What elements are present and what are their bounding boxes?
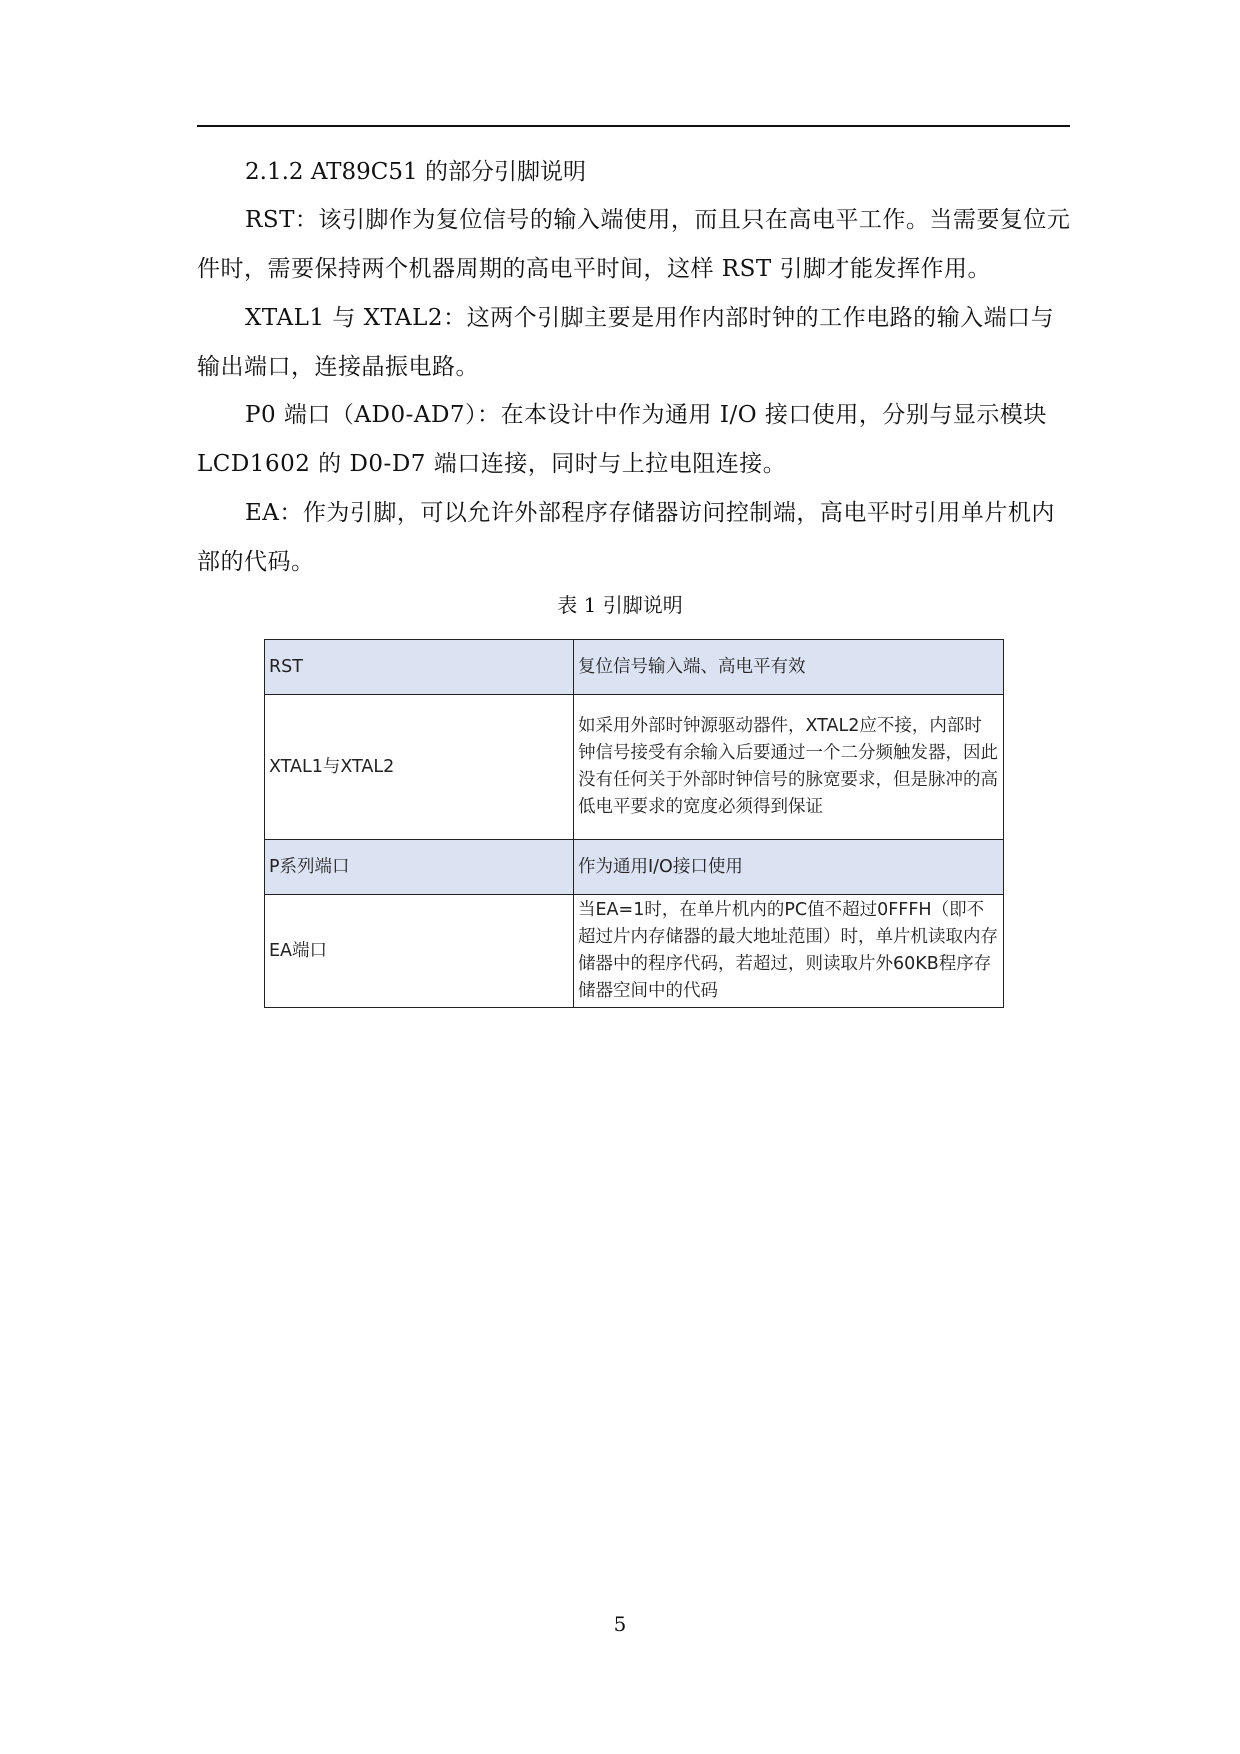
pin-name: XTAL1与XTAL2 — [265, 695, 574, 840]
pin-table — [264, 639, 1004, 1008]
paragraph-p0: P0 端口（AD0-AD7）：在本设计中作为通用 I/O 接口使用，分别与显示模块 LCD1602 的 D0-D7 端口连接，同时与上拉电阻连接。 — [197, 402, 1047, 477]
section-heading: 2.1.2 AT89C51 的部分引脚说明 — [245, 159, 586, 185]
table-row — [265, 640, 1004, 695]
paragraph-xtal: XTAL1 与 XTAL2：这两个引脚主要是用作内部时钟的工作电路的输入端口与输出端口，连接晶振电路。 — [197, 305, 1055, 380]
pin-name: EA端口 — [265, 895, 574, 1008]
header-rule — [197, 125, 1070, 127]
pin-description: 当EA=1时，在单片机内的PC值不超过0FFFH（即不超过片内存储器的最大地址范围）时，单片机读取内存储器中的程序代码，若超过，则读取片外60KB程序存储器空间中的代码 — [574, 895, 1004, 1008]
table-row — [265, 840, 1004, 895]
page-number: 5 — [613, 1612, 627, 1636]
table-row — [265, 895, 1004, 1008]
pin-description: 如采用外部时钟源驱动器件，XTAL2应不接，内部时钟信号接受有余输入后要通过一个二分频触发器，因此没有任何关于外部时钟信号的脉宽要求，但是脉冲的高低电平要求的宽度必须得到保证 — [574, 695, 1004, 840]
pin-name: P系列端口 — [265, 840, 574, 895]
table-caption: 表 1 引脚说明 — [557, 593, 683, 617]
paragraph-ea: EA：作为引脚，可以允许外部程序存储器访问控制端，高电平时引用单片机内部的代码。 — [197, 500, 1055, 575]
paragraph-rst: RST：该引脚作为复位信号的输入端使用，而且只在高电平工作。当需要复位元件时，需要保持两个机器周期的高电平时间，这样 RST 引脚才能发挥作用。 — [197, 207, 1071, 282]
table-row — [265, 695, 1004, 840]
pin-name: RST — [265, 640, 574, 695]
pin-description: 作为通用I/O接口使用 — [574, 840, 1004, 895]
pin-description: 复位信号输入端、高电平有效 — [574, 640, 1004, 695]
